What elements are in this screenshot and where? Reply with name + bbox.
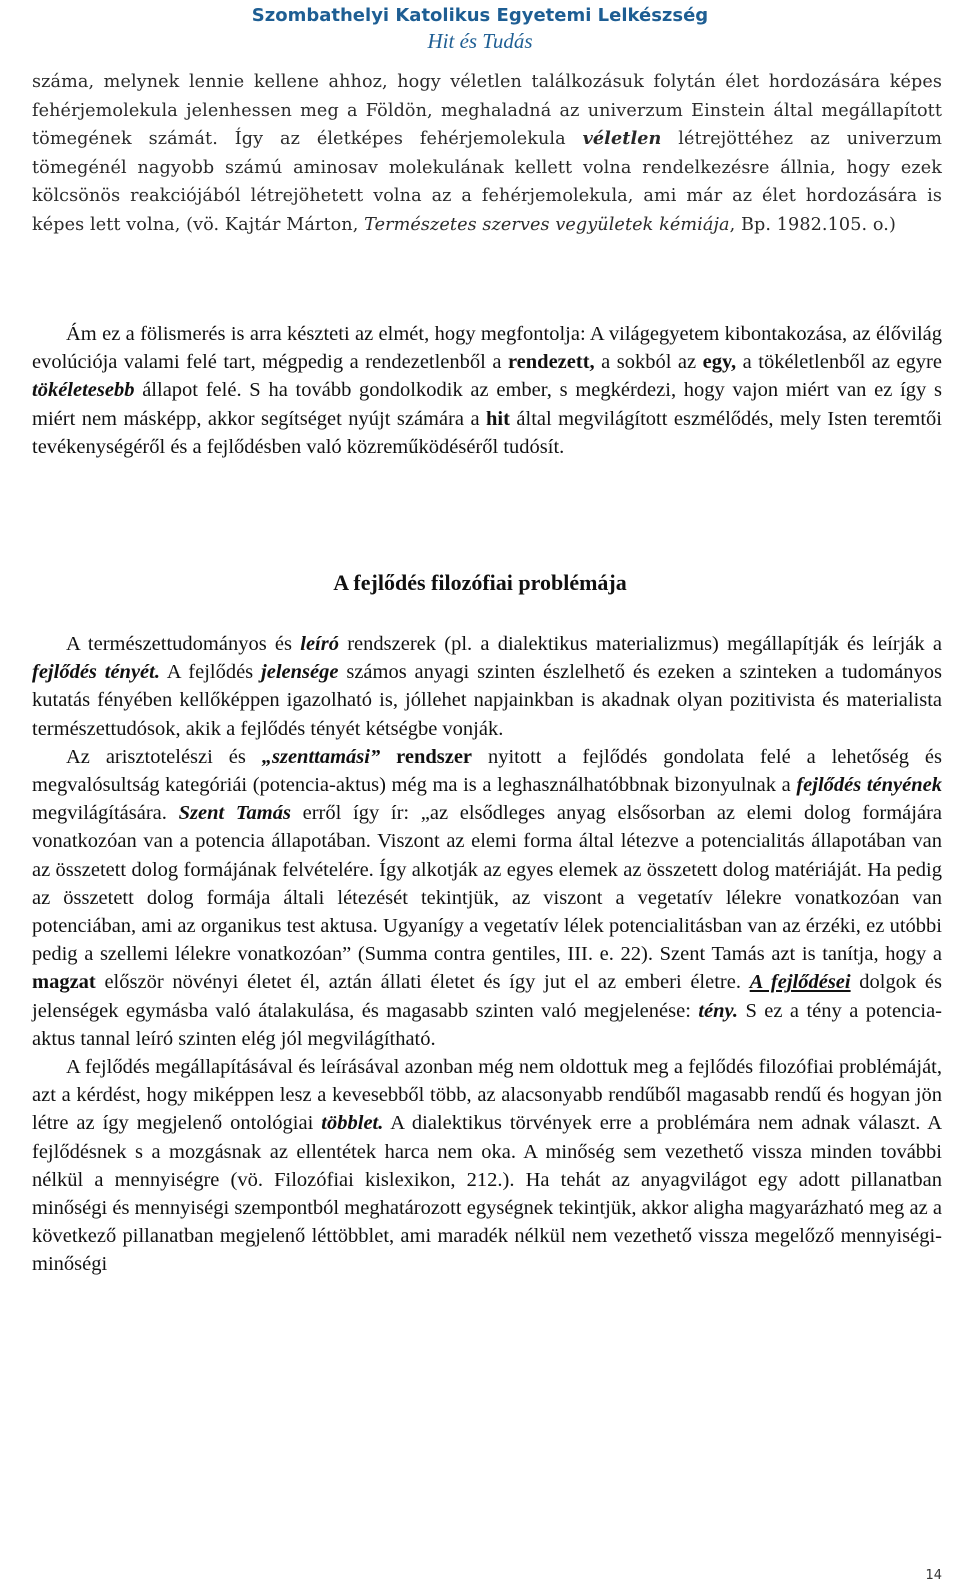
- text-run: A dialektikus törvények erre a problémára nem adnak választ. A fejlődésnek s a mozgásnak az ellentétek harca nem oka. A minőség sem vezethető vissza minden további nélkül a mennyiségre (vö. Filozófiai kislexikon, 212.). Ha tehát az anyagvilágot egy adott pillanatban minőségi és mennyiségi szempontból meghatározott egységnek tekintjük, akkor aligha magyarázható meg az a következő pillanatban megjelenő léttöbblet, ami maradék nélkül nem vezethető vissza megelőző mennyiségi-minőségi: [32, 1112, 943, 1276]
- paragraph-4: [32, 743, 942, 1053]
- emphasis: egy,: [702, 351, 737, 374]
- page-number: 14: [925, 1568, 942, 1583]
- text-run: Ám ez a fölismerés is arra készteti az elmét, hogy megfontolja: A világegyetem kibontakozása, az élővilág evolúciója valami felé tart, mégpedig a rendezetlenből a: [32, 323, 942, 374]
- text-run: állapot felé. S ha tovább gondolkodik az ember, s megkérdezi, hogy vajon miért van ez így s miért nem másképp, akkor segítséget nyújt számára a: [32, 379, 942, 430]
- emphasis: magzat: [32, 971, 96, 994]
- text-run: Az arisztotelészi és: [66, 745, 262, 768]
- text-run: [380, 746, 396, 768]
- text-run: dolgok és jelenségek egymásba való átalakulása, és magasabb szinten való megjelenése:: [32, 971, 942, 1022]
- emphasis: tökéletesebb: [32, 379, 135, 402]
- header-organization: Szombathelyi Katolikus Egyetemi Lelkészség: [251, 5, 709, 26]
- emphasis: A fejlődései: [749, 971, 851, 994]
- page-header: [0, 0, 960, 54]
- text-run: A fejlődés: [159, 661, 262, 684]
- emphasis: rendezett,: [507, 351, 595, 374]
- text-run: száma, melynek lennie kellene ahhoz, hogy véletlen találkozásuk folytán élet hordozására képes fehérjemolekula jelenhessen meg a Földön, meghaladná az univerzum Einstein által megállapított tömegének számát. Így az életképes fehérjemolekula: [32, 72, 942, 150]
- paragraph-3: [32, 630, 942, 743]
- text-run: S ez a tény a potencia-aktus tannal leíró szinten elég jól megvilágítható.: [32, 999, 943, 1050]
- text-run: először növényi életet él, aztán állati életet és így jut el az emberi életre.: [95, 971, 750, 994]
- text-run: A fejlődés megállapításával és leírásával azonban még nem oldottuk meg a fejlődés filozófiai problémáját, azt a kérdést, hogy miképpen lesz a kevesebből több, az alacsonyabb rendűből magasabb rendű és hogyan jön létre az így megjelenő ontológiai: [32, 1056, 942, 1135]
- book-title: Természetes szerves vegyületek kémiája: [364, 214, 730, 235]
- text-run: számos anyagi szinten észlelhető és ezeken a szinteken a tudományos kutatás fényében kellőképpen igazolható is, jóllehet napjainkban is akadnak olyan pozitivista és materialista természettudósok, akik a fejlődés tényét kétségbe vonják.: [32, 661, 943, 740]
- emphasis: fejlődés tényének: [796, 774, 942, 797]
- paragraph-5: [32, 1053, 942, 1279]
- text-run: rendszerek (pl. a dialektikus materializmus) megállapítják és leírják a: [338, 633, 942, 655]
- text-run: létrejöttéhez az univerzum tömegénél nagyobb számú aminosav molekulának kellett volna rendelkezésre állnia, hogy ezek kölcsönös reakciójából létrejöhetett volna az a fehérjemolekula, ami már az élet hordozására is képes lett volna, (vö. Kajtár Márton,: [32, 129, 942, 235]
- emphasis: tény.: [698, 999, 739, 1022]
- text-run: megvilágítására.: [32, 802, 179, 825]
- emphasis: Szent Tamás: [178, 802, 291, 825]
- emphasis: rendszer: [396, 745, 473, 768]
- text-run: erről így ír: „az elsődleges anyag elsősorban az elemi dolog formájára vonatkozóan van a potencia állapotában. Viszont az elemi forma által létezve a potencialitás állapotában van az összetett dolog formájának felvételére. Így alkotják az egyes elemek az összetett dolog matériáját. Ha pedig az összetett dolog formája általi létezését tekintjük, az viszont a vegetatív lélekre vonatkozóan van potenciában, ami az organikus test aktusa. Ugyanígy a vegetatív lélek potencialitásban van az érzéki, ez utóbbi pedig a szellemi lélekre vonatkozóan” (Summa contra gentiles, III. e. 22). Szent Tamás azt is tanítja, hogy a: [32, 802, 942, 966]
- emphasis: leíró: [300, 633, 339, 655]
- text-run: a sokból az: [594, 351, 703, 374]
- text-run: által megvilágított eszmélődés, mely Isten teremtői tevékenységéről és a fejlődésben való közreműködéséről tudósít.: [32, 407, 942, 458]
- text-run: A természettudományos és: [66, 633, 301, 655]
- emphasis: jelensége: [261, 661, 339, 684]
- paragraph-2: [32, 320, 942, 461]
- emphasis: többlet.: [321, 1112, 384, 1135]
- emphasis: hit: [486, 407, 510, 430]
- emphasis: „szenttamási”: [261, 745, 381, 768]
- emphasis: fejlődés tényét.: [32, 661, 160, 684]
- text-run: nyitott a fejlődés gondolata felé a lehetőség és megvalósultság kategóriái (potencia-aktus) még ma is a leghasználhatóbbnak bizonyulnak a: [32, 745, 943, 797]
- text-run: , Bp. 1982.105. o.): [729, 214, 896, 235]
- section-body: [32, 630, 942, 1279]
- text-run: a tökéletlenből az egyre: [736, 351, 942, 374]
- emphasis: véletlen: [582, 128, 662, 150]
- paragraph-1: [32, 68, 942, 240]
- section-heading: A fejlődés filozófiai problémája: [333, 570, 627, 595]
- header-subtitle: Hit és Tudás: [427, 29, 533, 53]
